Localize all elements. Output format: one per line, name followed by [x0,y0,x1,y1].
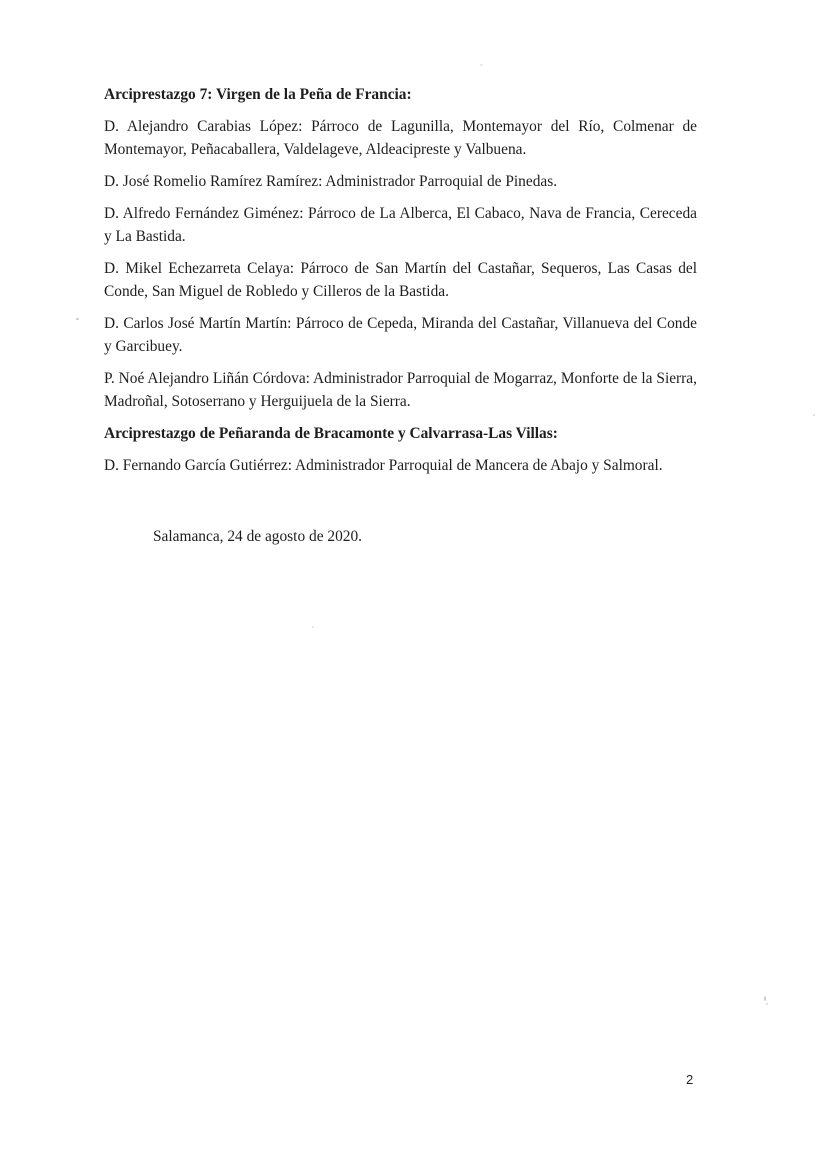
appointment-entry: D. Alfredo Fernández Giménez: Párroco de La Alberca, El Cabaco, Nava de Francia, Cereceda y La Bastida. [104,205,697,245]
document-body [104,83,697,486]
appointment-entry: P. Noé Alejandro Liñán Córdova: Administrador Parroquial de Mogarraz, Monforte de la Sierra, Madroñal, Sotoserrano y Herguijuela de la Sierra. [104,370,697,410]
appointment-entry: D. José Romelio Ramírez Ramírez: Administrador Parroquial de Pinedas. [104,173,558,190]
section-heading: Arciprestazgo de Peñaranda de Bracamonte y Calvarrasa-Las Villas: [104,425,558,442]
scan-speck [766,1003,768,1005]
scan-speck [76,318,79,320]
scan-speck [480,64,483,66]
scan-speck [764,996,766,1001]
page-number: 2 [686,1072,694,1087]
section-heading: Arciprestazgo 7: Virgen de la Peña de Francia: [104,86,412,103]
closing-date: Salamanca, 24 de agosto de 2020. [153,528,362,545]
scan-speck [312,626,314,628]
scan-speck [813,414,815,416]
appointment-entry: D. Fernando García Gutiérrez: Administrador Parroquial de Mancera de Abajo y Salmoral. [104,457,663,474]
appointment-entry: D. Alejandro Carabias López: Párroco de Lagunilla, Montemayor del Río, Colmenar de Montemayor, Peñacaballera, Valdelageve, Aldeacipreste y Valbuena. [104,118,697,158]
appointment-entry: D. Carlos José Martín Martín: Párroco de Cepeda, Miranda del Castañar, Villanueva del Conde y Garcibuey. [104,315,697,355]
appointment-entry: D. Mikel Echezarreta Celaya: Párroco de San Martín del Castañar, Sequeros, Las Casas del Conde, San Miguel de Robledo y Cilleros de la Bastida. [104,260,697,300]
